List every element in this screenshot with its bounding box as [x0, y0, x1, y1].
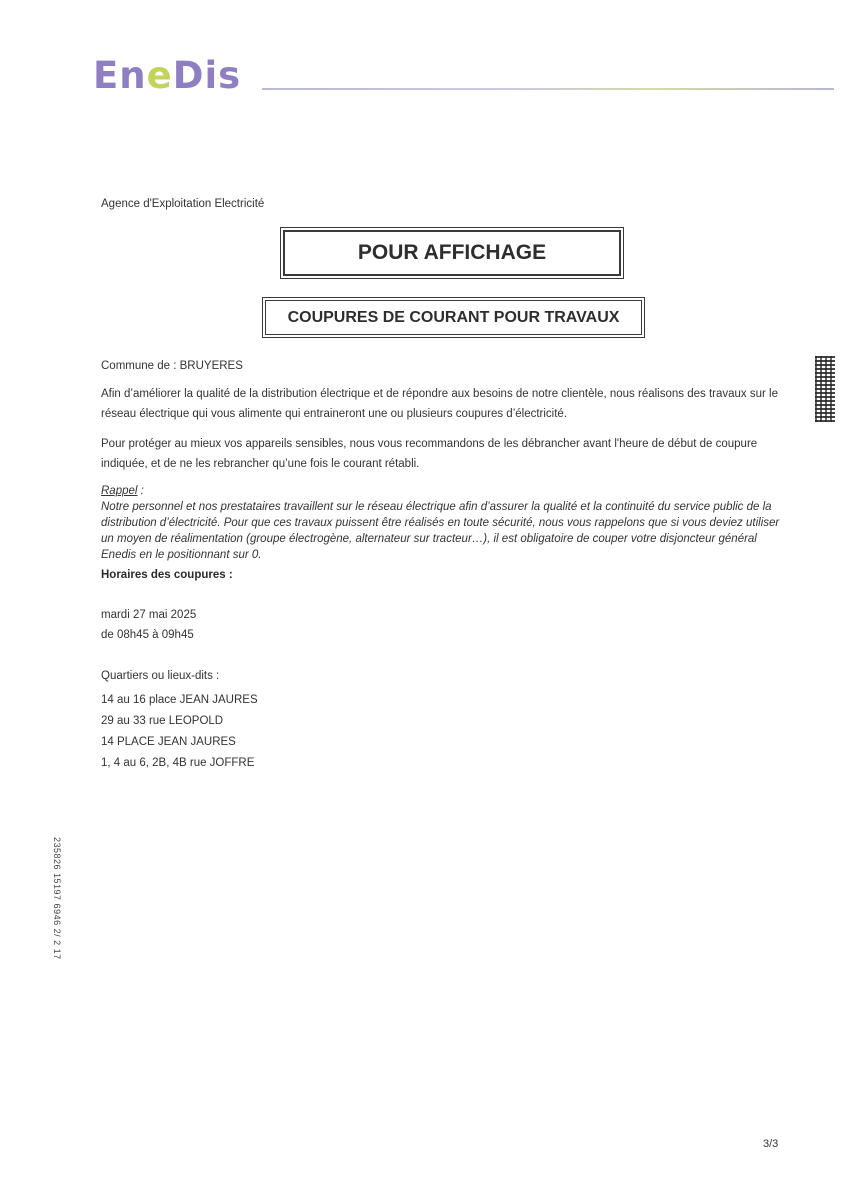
rappel-label: Rappel — [101, 485, 138, 497]
protect-paragraph: Pour protéger au mieux vos appareils sensibles, nous vous recommandons de les débrancher avant l'heure de début de coupure indiquée, et de ne les rebrancher qu’une fois le courant rétabli. — [101, 438, 758, 470]
outage-time: de 08h45 à 09h45 — [101, 629, 194, 641]
intro-paragraph: Afin d’améliorer la qualité de la distribution électrique et de répondre aux besoins de notre clientèle, nous réalisons des travaux sur le réseau électrique qui vous alimente qui entraineront une ou plusieurs coupures d’électricité. — [101, 388, 778, 420]
subtitle-box — [265, 300, 642, 335]
rappel-colon: : — [137, 485, 144, 497]
main-title-box — [283, 230, 621, 276]
outage-date: mardi 27 mai 2025 — [101, 609, 197, 621]
logo-part-end: Dis — [172, 54, 242, 97]
subtitle: COUPURES DE COURANT POUR TRAVAUX — [287, 308, 620, 326]
list-item: 29 au 33 rue LEOPOLD — [101, 715, 224, 727]
rappel-block — [101, 483, 781, 563]
quartiers-list — [101, 690, 258, 774]
list-item: 1, 4 au 6, 2B, 4B rue JOFFRE — [101, 757, 255, 769]
header-divider — [262, 88, 834, 90]
list-item: 14 au 16 place JEAN JAURES — [101, 694, 258, 706]
side-reference-code: 235826 15197 6946 2/ 2 17 — [52, 837, 62, 960]
logo-part-start: En — [93, 54, 147, 97]
list-item: 14 PLACE JEAN JAURES — [101, 736, 236, 748]
rappel-text: Notre personnel et nos prestataires travaillent sur le réseau électrique afin d’assurer la qualité et la continuité du service public de la distribution d’électricité. Pour que ces travaux puissent être réalisés en toute sécurité, nous vous rappelons que si vous deviez utiliser un moyen de réalimentation (groupe électrogène, alternateur sur tracteur…), il est obligatoire de couper votre disjoncteur général Enedis en le positionnant sur 0. — [101, 501, 780, 561]
page-number: 3/3 — [763, 1138, 779, 1150]
agency-name: Agence d'Exploitation Electricité — [101, 198, 265, 210]
main-title: POUR AFFICHAGE — [357, 241, 547, 264]
quartiers-title: Quartiers ou lieux-dits : — [101, 670, 220, 682]
logo-part-mid: e — [146, 54, 173, 97]
commune-line: Commune de : BRUYERES — [101, 360, 243, 372]
horaires-title: Horaires des coupures : — [101, 569, 233, 581]
enedis-logo — [93, 56, 241, 96]
qr-code-icon — [815, 356, 835, 422]
